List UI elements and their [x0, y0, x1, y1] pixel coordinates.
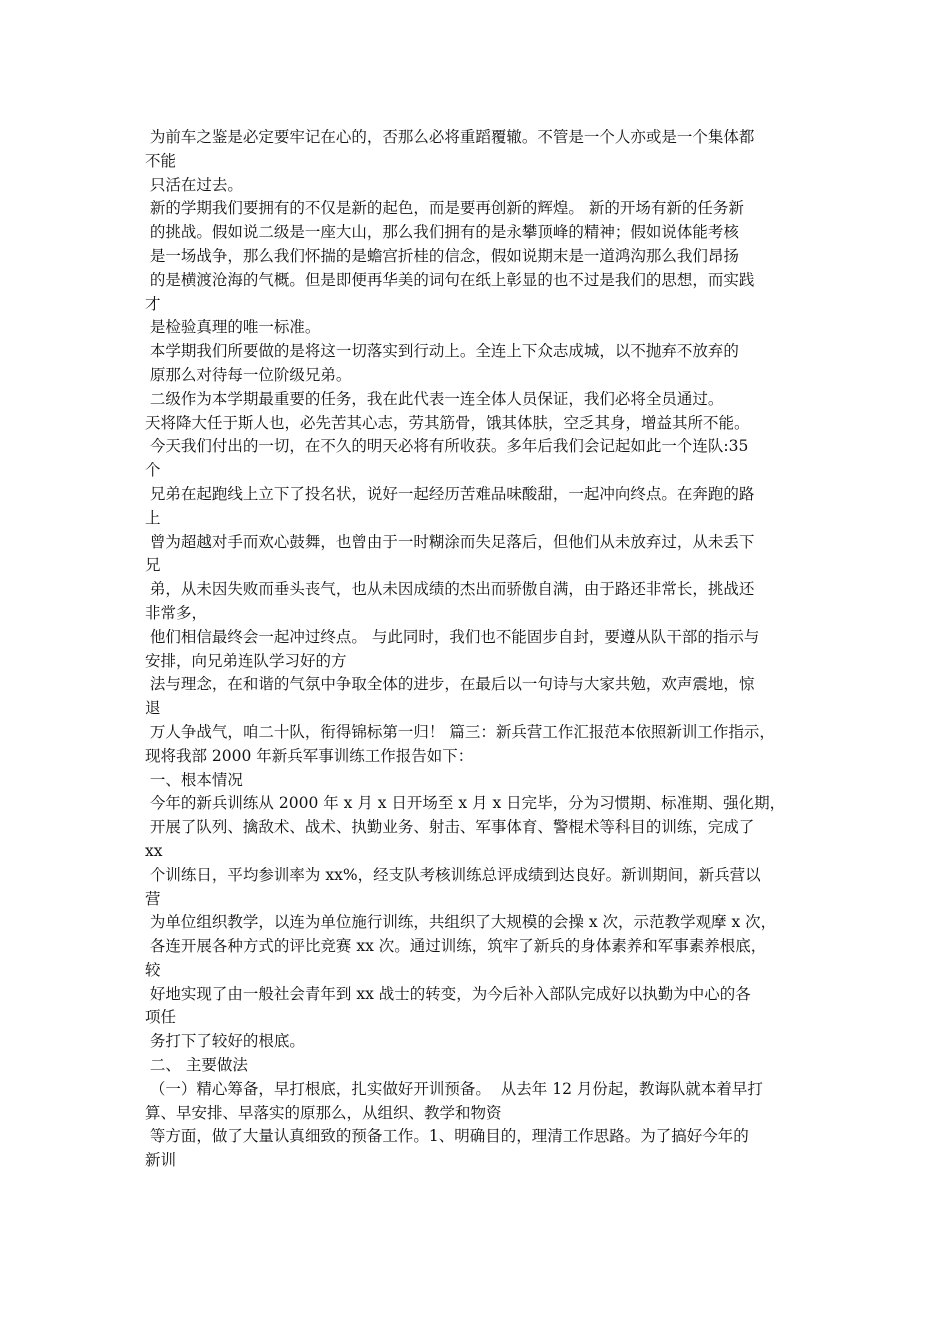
text-line: （一）精心筹备，早打根底，扎实做好开训预备。 从去年 12 月份起，教诲队就本着早打	[145, 1079, 763, 1098]
text-line: 是一场战争，那么我们怀揣的是蟾宫折桂的信念，假如说期末是一道鸿沟那么我们昂扬	[145, 246, 739, 265]
text-line: 较	[145, 960, 161, 979]
text-line: 安排，向兄弟连队学习好的方	[145, 651, 347, 670]
text-line: 兄弟在起跑线上立下了投名状，说好一起经历苦难品味酸甜，一起冲向终点。在奔跑的路	[145, 484, 755, 503]
text-line: 的是横渡沧海的气概。但是即便再华美的词句在纸上彰显的也不过是我们的思想，而实践	[145, 270, 755, 289]
text-line: 曾为超越对手而欢心鼓舞，也曾由于一时糊涂而失足落后，但他们从未放弃过，从未丢下	[145, 532, 755, 551]
text-line: 的挑战。假如说二级是一座大山，那么我们拥有的是永攀顶峰的精神；假如说体能考核	[145, 223, 739, 242]
text-line: 法与理念，在和谐的气氛中争取全体的进步，在最后以一句诗与大家共勉，欢声震地，惊	[145, 675, 755, 694]
text-line: 原那么对待每一位阶级兄弟。	[145, 365, 352, 384]
text-line: 才	[145, 294, 161, 313]
text-line: 天将降大任于斯人也，必先苦其心志，劳其筋骨，饿其体肤，空乏其身，增益其所不能。	[145, 413, 750, 432]
text-line: 上	[145, 508, 161, 527]
text-line: 本学期我们所要做的是将这一切落实到行动上。全连上下众志成城，以不抛弃不放弃的	[145, 342, 739, 361]
text-line: 他们相信最终会一起冲过终点。 与此同时，我们也不能固步自封，要遵从队干部的指示与	[145, 627, 760, 646]
text-line: 务打下了较好的根底。	[145, 1032, 305, 1051]
text-line: 等方面，做了大量认真细致的预备工作。1、明确目的，理清工作思路。为了搞好今年的	[145, 1127, 749, 1146]
text-line: 为前车之鉴是必定要牢记在心的，否那么必将重蹈覆辙。不管是一个人亦或是一个集体都	[145, 128, 755, 146]
text-line: 新训	[145, 1151, 177, 1170]
text-line: 只活在过去。	[145, 175, 243, 194]
section-heading: 一、根本情况	[145, 770, 243, 789]
text-line: 个训练日，平均参训率为 xx%，经支队考核训练总评成绩到达良好。新训期间，新兵营以	[145, 865, 761, 884]
text-line: 新的学期我们要拥有的不仅是新的起色，而是要再创新的辉煌。 新的开场有新的任务新	[145, 199, 744, 218]
text-line: 好地实现了由一般社会青年到 xx 战士的转变，为今后补入部队完成好以执勤为中心的各	[145, 984, 751, 1003]
text-line: 二级作为本学期最重要的任务，我在此代表一连全体人员保证，我们必将全员通过。	[145, 389, 724, 408]
section-heading: 二、 主要做法	[145, 1056, 248, 1075]
text-line: 不能	[145, 151, 177, 170]
text-line: 今年的新兵训练从 2000 年 x 月 x 日开场至 x 月 x 日完毕，分为习惯期、标准期、强化期，	[145, 794, 786, 813]
text-line: 现将我部 2000 年新兵军事训练工作报告如下：	[145, 746, 474, 765]
text-line: 是检验真理的唯一标准。	[145, 318, 321, 337]
text-line: 兄	[145, 556, 161, 575]
text-line: 退	[145, 699, 161, 718]
text-line: 为单位组织教学，以连为单位施行训练，共组织了大规模的会操 x 次，示范教学观摩 x 次，	[145, 913, 777, 932]
text-line: 项任	[145, 1008, 177, 1027]
text-line: xx	[145, 841, 163, 860]
text-line: 算、早安排、早落实的原那么，从组织、教学和物资	[145, 1103, 502, 1122]
document-body	[145, 126, 825, 1173]
text-line: 营	[145, 889, 161, 908]
text-line: 各连开展各种方式的评比竞赛 xx 次。通过训练，筑牢了新兵的身体素养和军事素养根底，	[145, 937, 767, 956]
text-line: 弟，从未因失败而垂头丧气，也从未因成绩的杰出而骄傲自满，由于路还非常长，挑战还	[145, 580, 755, 599]
text-line: 今天我们付出的一切，在不久的明天必将有所收获。多年后我们会记起如此一个连队:35	[145, 437, 749, 456]
text-line: 个	[145, 461, 161, 480]
text-line: 万人争战气，咱二十队，衔得锦标第一归！ 篇三：新兵营工作汇报范本依照新训工作指示，	[145, 722, 775, 741]
text-line: 开展了队列、擒敌术、战术、执勤业务、射击、军事体育、警棍术等科目的训练，完成了	[145, 818, 755, 837]
text-line: 非常多，	[145, 603, 208, 622]
